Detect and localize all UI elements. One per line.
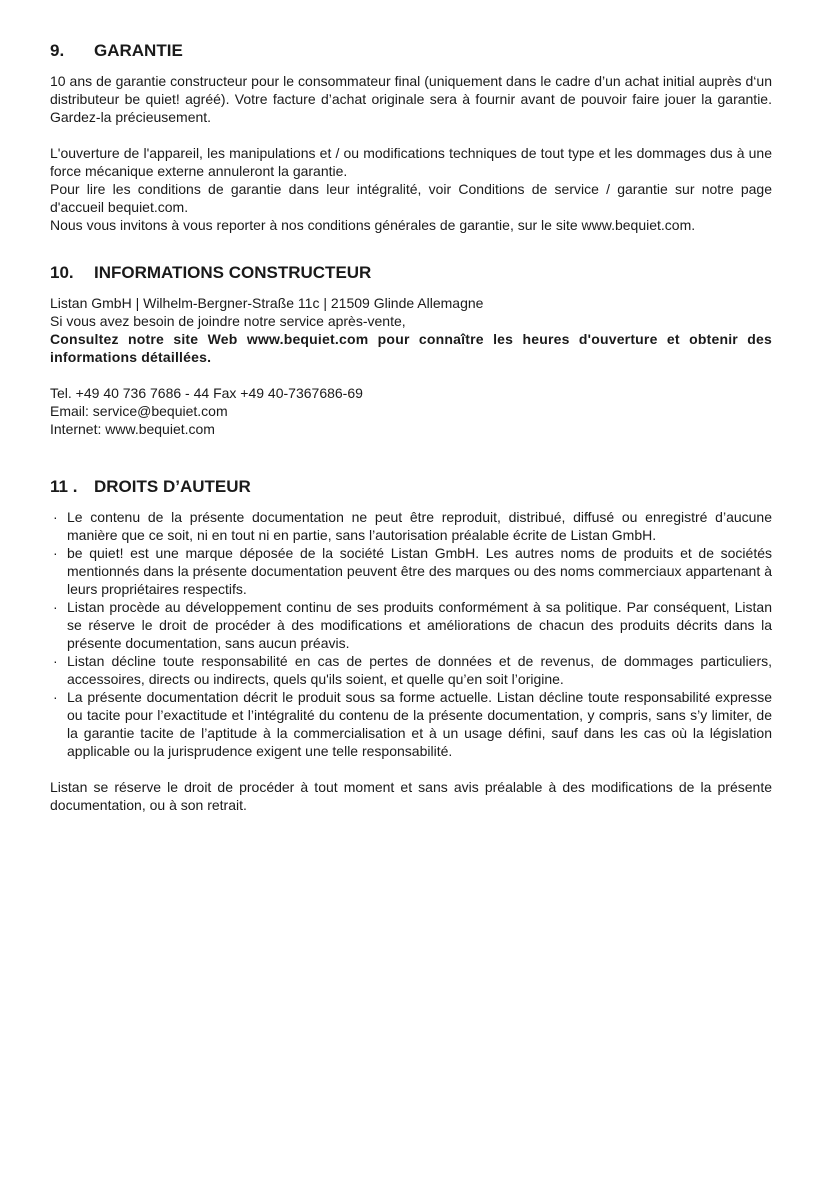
bullet-icon: · <box>53 599 58 615</box>
closing-paragraph: Listan se réserve le droit de procéder à tout moment et sans avis préalable à des modifications de la présente documentation, ou à son retrait. <box>50 779 772 813</box>
document-page <box>50 40 772 814</box>
section-10-title: INFORMATIONS CONSTRUCTEUR <box>94 263 372 282</box>
warranty-paragraph-1: 10 ans de garantie constructeur pour le consommateur final (uniquement dans le cadre d’un achat initial auprès d‘un distributeur be quiet! agréé). Votre facture d’achat originale sera à fournir avant de pouvoir faire jouer la garantie. Gardez-la précieusement. <box>50 73 772 125</box>
list-item-text: be quiet! est une marque déposée de la société Listan GmbH. Les autres noms de produits et de sociétés mentionnés dans la présente documentation peuvent être des marques ou des noms commerciaux appartenant à leurs propriétaires respectifs. <box>67 545 772 597</box>
section-9-title: GARANTIE <box>94 41 183 60</box>
list-item-text: Le contenu de la présente documentation ne peut être reproduit, distribué, diffusé ou enregistré d’aucune manière que ce soit, ni en tout ni en partie, sans l’autorisation préalable écrite de Listan GmbH. <box>67 509 772 543</box>
bullet-icon: · <box>53 689 58 705</box>
bullet-icon: · <box>53 509 58 525</box>
section-10-number: 10. <box>50 263 74 282</box>
list-item-text: La présente documentation décrit le produit sous sa forme actuelle. Listan décline toute responsabilité expresse ou tacite pour l’exactitude et l’intégralité du contenu de la présente documentation, y compris, sans s’y limiter, de la garantie tacite de l’aptitude à la commercialisation et à un usage défini, sauf dans les cas où la législation applicable ou la jurisprudence exigent une telle responsabilité. <box>67 689 772 759</box>
section-9-number: 9. <box>50 41 65 60</box>
bullet-icon: · <box>53 653 58 669</box>
copyright-bullet-list <box>50 508 772 760</box>
warranty-paragraph-3: Pour lire les conditions de garantie dans leur intégralité, voir Conditions de service / garantie sur notre page d'accueil bequiet.com. <box>50 181 772 215</box>
warranty-paragraph-4: Nous vous invitons à vous reporter à nos conditions générales de garantie, sur le site www.bequiet.com. <box>50 217 696 233</box>
list-item <box>50 652 772 688</box>
section-11-number: 11 . <box>50 477 78 496</box>
section-10-heading <box>50 262 772 284</box>
contact-internet: Internet: www.bequiet.com <box>50 421 215 437</box>
section-11-title: DROITS D’AUTEUR <box>94 477 251 496</box>
service-line: Si vous avez besoin de joindre notre service après-vente, <box>50 313 406 329</box>
contact-email: Email: service@bequiet.com <box>50 403 228 419</box>
website-notice: Consultez notre site Web www.bequiet.com pour connaître les heures d'ouverture et obtenir des informations détaillées. <box>50 331 772 365</box>
list-item <box>50 688 772 760</box>
list-item-text: Listan procède au développement continu de ses produits conformément à sa politique. Par conséquent, Listan se réserve le droit de procéder à des modifications et améliorations de chacun des produits décrits dans la présente documentation, sans aucun préavis. <box>67 599 772 651</box>
manufacturer-address: Listan GmbH | Wilhelm-Bergner-Straße 11c | 21509 Glinde Allemagne <box>50 295 484 311</box>
contact-phone-fax: Tel. +49 40 736 7686 - 44 Fax +49 40-7367686-69 <box>50 385 363 401</box>
list-item <box>50 508 772 544</box>
list-item <box>50 544 772 598</box>
list-item <box>50 598 772 652</box>
section-11-heading <box>50 476 772 498</box>
section-9-heading <box>50 40 772 62</box>
bullet-icon: · <box>53 545 58 561</box>
list-item-text: Listan décline toute responsabilité en cas de pertes de données et de revenus, de dommages particuliers, accessoires, directs ou indirects, quels qu'ils soient, et quelle qu’en soit l’origine. <box>67 653 772 687</box>
warranty-paragraph-2: L'ouverture de l'appareil, les manipulations et / ou modifications techniques de tout type et les dommages dus à une force mécanique externe annuleront la garantie. <box>50 145 772 179</box>
